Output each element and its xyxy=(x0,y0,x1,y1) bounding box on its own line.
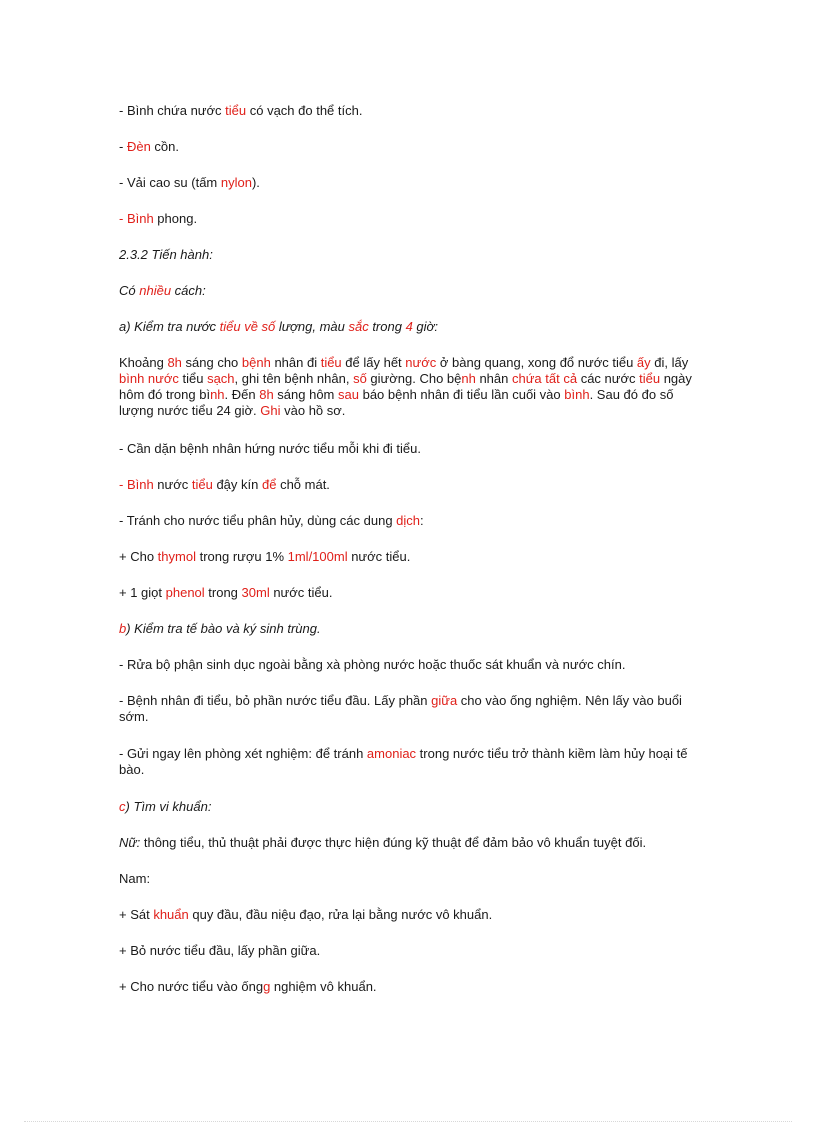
paragraph-p13 xyxy=(119,585,699,601)
text-run: giường. Cho bệ xyxy=(366,371,462,386)
paragraph-p19 xyxy=(119,835,699,851)
paragraph-p15 xyxy=(119,657,699,673)
paragraph-p12 xyxy=(119,549,699,565)
text-run: đi, lấy xyxy=(650,355,689,370)
paragraph-p22 xyxy=(119,943,699,959)
text-run: cồn. xyxy=(150,139,179,154)
text-run: nhân xyxy=(475,371,512,386)
paragraph-p1 xyxy=(119,103,699,119)
highlighted-text: để xyxy=(261,477,277,492)
text-run: + 1 giọt xyxy=(119,585,166,600)
text-run: trong xyxy=(368,319,406,334)
text-run: 2.3.2 Tiến hành: xyxy=(119,247,213,262)
text-run: chỗ mát. xyxy=(276,477,330,492)
text-run: lượng, màu xyxy=(275,319,349,334)
paragraph-p4 xyxy=(119,211,699,227)
text-run: Có xyxy=(119,283,140,298)
highlighted-text: tiểu về số xyxy=(219,319,276,334)
highlighted-text: bình xyxy=(564,387,590,402)
text-run: + Cho nước tiểu vào ống xyxy=(119,979,264,994)
highlighted-text: g xyxy=(263,979,271,994)
highlighted-text: amoniac xyxy=(366,746,417,761)
highlighted-text: tiểu xyxy=(225,103,247,118)
paragraph-p3 xyxy=(119,175,699,191)
paragraph-p17 xyxy=(119,746,699,778)
highlighted-text: Đèn xyxy=(126,139,151,154)
text-run: nghiệm vô khuẩn. xyxy=(270,979,377,994)
text-run: Nữ: xyxy=(119,835,141,850)
text-run: ). xyxy=(251,175,260,190)
text-run: thông tiểu, thủ thuật phải được thực hiện đúng kỹ thuật để đảm bảo vô khuẩn tuyệt đối. xyxy=(140,835,647,850)
text-run: Nam: xyxy=(119,871,151,886)
paragraph-p10 xyxy=(119,477,699,493)
highlighted-text: số xyxy=(353,371,367,386)
text-run: - xyxy=(119,139,127,154)
paragraph-p16 xyxy=(119,693,699,725)
text-run: giờ: xyxy=(412,319,438,334)
paragraph-p6 xyxy=(119,283,699,299)
highlighted-text: khuẩn xyxy=(153,907,189,922)
highlighted-text: bình nước xyxy=(119,371,179,386)
highlighted-text: tiểu xyxy=(191,477,213,492)
text-run: có vạch đo thể tích. xyxy=(246,103,363,118)
text-run: - Bệnh nhân đi tiểu, bỏ phần nước tiểu đầu. Lấy phần xyxy=(119,693,432,708)
text-run: : xyxy=(420,513,424,528)
text-run: sáng cho xyxy=(181,355,242,370)
highlighted-text: nhiều xyxy=(139,283,172,298)
text-run: ) Kiểm tra tế bào và ký sinh trùng. xyxy=(126,621,321,636)
highlighted-text: 8h xyxy=(167,355,182,370)
paragraph-p14 xyxy=(119,621,699,637)
highlighted-text: tiểu xyxy=(320,355,342,370)
page-bottom-divider xyxy=(24,1121,792,1122)
highlighted-text: tiểu xyxy=(639,371,661,386)
text-run: - Bình chứa nước xyxy=(119,103,226,118)
text-run: trong nước tiểu trở thành kiềm làm hủy hoại tế bào. xyxy=(119,746,688,777)
paragraph-p11 xyxy=(119,513,699,529)
text-run: ở bàng quang, xong đổ nước tiểu xyxy=(436,355,637,370)
text-run: trong xyxy=(204,585,242,600)
text-run: + Sát xyxy=(119,907,154,922)
text-run: đậy kín xyxy=(212,477,262,492)
text-run: - Tránh cho nước tiểu phân hủy, dùng các dung xyxy=(119,513,397,528)
paragraph-p21 xyxy=(119,907,699,923)
highlighted-text: nước xyxy=(405,355,437,370)
highlighted-text: giữa xyxy=(431,693,458,708)
highlighted-text: ấy xyxy=(636,355,651,370)
text-run: các nước xyxy=(577,371,640,386)
text-run: nước tiểu. xyxy=(347,549,411,564)
highlighted-text: chứa tất cả xyxy=(512,371,578,386)
paragraph-p18 xyxy=(119,799,699,815)
paragraph-p23 xyxy=(119,979,699,995)
text-run: để lấy hết xyxy=(341,355,406,370)
text-run: trong rượu 1% xyxy=(195,549,288,564)
highlighted-text: Ghi xyxy=(260,403,281,418)
text-run: ) Tìm vi khuẩn: xyxy=(125,799,212,814)
highlighted-text: dịch xyxy=(396,513,421,528)
text-run: cho vào ống nghiệm. Nên lấy vào buổi sớm. xyxy=(119,693,682,724)
highlighted-text: sạch xyxy=(207,371,235,386)
paragraph-p20 xyxy=(119,871,699,887)
paragraph-p8 xyxy=(119,355,699,419)
text-run: + Bỏ nước tiểu đầu, lấy phần giữa. xyxy=(119,943,321,958)
text-run: , ghi tên bệnh nhân, xyxy=(234,371,354,386)
highlighted-text: - Bình xyxy=(119,477,154,492)
highlighted-text: 4 xyxy=(405,319,413,334)
text-run: nhân đi xyxy=(270,355,321,370)
highlighted-text: sau xyxy=(338,387,359,402)
text-run: phong. xyxy=(153,211,198,226)
paragraph-p7 xyxy=(119,319,699,335)
highlighted-text: nh xyxy=(210,387,225,402)
text-run: quy đầu, đầu niệu đạo, rửa lại bằng nước vô khuẩn. xyxy=(188,907,493,922)
text-run: - Vải cao su (tấm xyxy=(119,175,221,190)
highlighted-text: 30ml xyxy=(241,585,270,600)
highlighted-text: bệnh xyxy=(241,355,271,370)
text-run: + Cho xyxy=(119,549,158,564)
text-run: . Đến xyxy=(224,387,260,402)
text-run: - Rửa bộ phận sinh dục ngoài bằng xà phòng nước hoặc thuốc sát khuẩn và nước chín. xyxy=(119,657,626,672)
text-run: cách: xyxy=(171,283,206,298)
text-run: nước tiểu. xyxy=(269,585,333,600)
text-run: a) Kiểm tra nước xyxy=(119,319,220,334)
highlighted-text: c xyxy=(119,799,126,814)
text-run: báo bệnh nhân đi tiểu lần cuối vào xyxy=(358,387,565,402)
highlighted-text: sắc xyxy=(348,319,369,334)
highlighted-text: - Bình xyxy=(119,211,154,226)
highlighted-text: phenol xyxy=(165,585,205,600)
text-run: . Sau đó đo số lượng nước tiểu 24 giờ. xyxy=(119,387,674,418)
paragraph-p5 xyxy=(119,247,699,263)
highlighted-text: 8h xyxy=(259,387,274,402)
highlighted-text: nylon xyxy=(220,175,252,190)
paragraph-p9 xyxy=(119,441,699,457)
paragraph-p2 xyxy=(119,139,699,155)
highlighted-text: nh xyxy=(461,371,476,386)
text-run: - Gửi ngay lên phòng xét nghiệm: để tránh xyxy=(119,746,367,761)
highlighted-text: thymol xyxy=(157,549,196,564)
text-run: Khoảng xyxy=(119,355,168,370)
text-run: nước xyxy=(153,477,192,492)
text-run: ngày hôm đó trong bì xyxy=(119,371,692,402)
text-run: sáng hôm xyxy=(273,387,339,402)
text-run: - Cần dặn bệnh nhân hứng nước tiểu mỗi khi đi tiểu. xyxy=(119,441,422,456)
text-run: vào hồ sơ. xyxy=(280,403,346,418)
highlighted-text: b xyxy=(119,621,127,636)
highlighted-text: 1ml/100ml xyxy=(287,549,348,564)
text-run: tiểu xyxy=(178,371,208,386)
